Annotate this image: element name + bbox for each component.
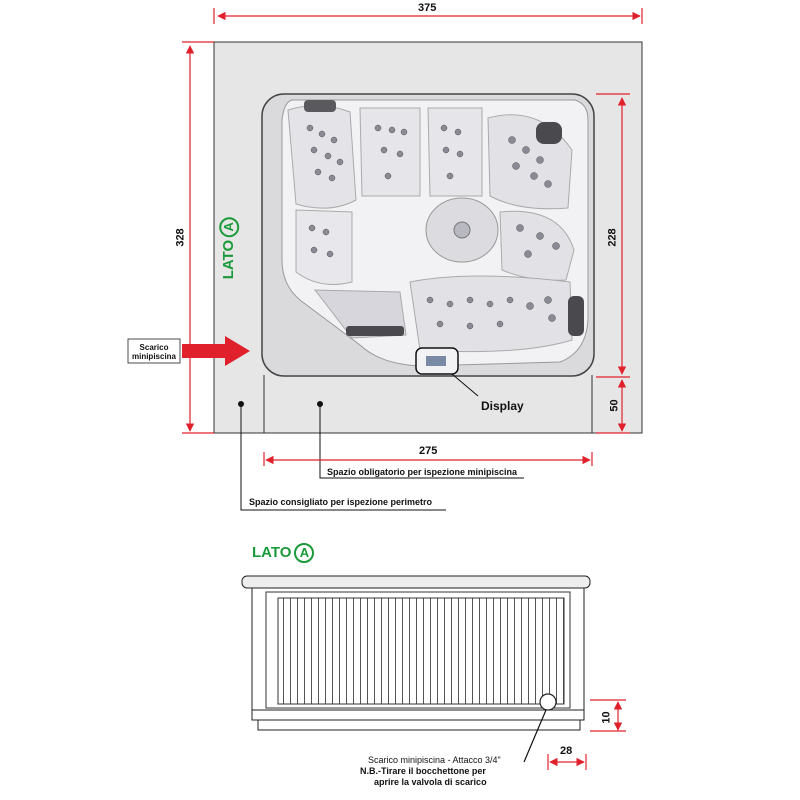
drain-callout: [131, 343, 177, 361]
spa-side-elevation: [242, 576, 590, 730]
inspection-recommended-label: Spazio consigliato per ispezione perimetro: [249, 497, 433, 507]
inspection-required-label: Spazio obligatorio per ispezione minipiscina: [327, 467, 518, 477]
dim-label-275: 275: [419, 445, 438, 457]
dim-label-328: 328: [174, 228, 187, 247]
drain-callout-line2: minipiscina: [131, 352, 176, 361]
side-view-title-circle: A: [294, 543, 314, 563]
display-label: Display: [481, 399, 524, 413]
drain-note-line3: aprire la valvola di scarico: [374, 777, 487, 787]
side-a-text: LATO: [220, 239, 238, 280]
dim-label-28: 28: [560, 745, 573, 757]
dim-label-375: 375: [418, 2, 437, 14]
side-a-circle: A: [219, 217, 239, 237]
base-foot: [258, 720, 580, 730]
side-view-title-text: LATO: [252, 544, 292, 561]
dim-label-50: 50: [608, 399, 621, 412]
dim-label-228: 228: [606, 228, 619, 247]
dim-label-10: 10: [600, 711, 613, 724]
spa-shell: [262, 94, 594, 376]
drain-note: [360, 755, 501, 788]
side-view-title: [252, 543, 314, 563]
drain-callout-line1: Scarico: [139, 343, 169, 352]
side-a-label: [219, 217, 239, 279]
slat-panel: [278, 598, 564, 704]
drain-note-line2: N.B.-Tirare il bocchettone per: [360, 766, 486, 776]
drain-note-line1: Scarico minipiscina - Attacco 3/4": [368, 755, 501, 765]
drain-connector: [540, 694, 556, 710]
